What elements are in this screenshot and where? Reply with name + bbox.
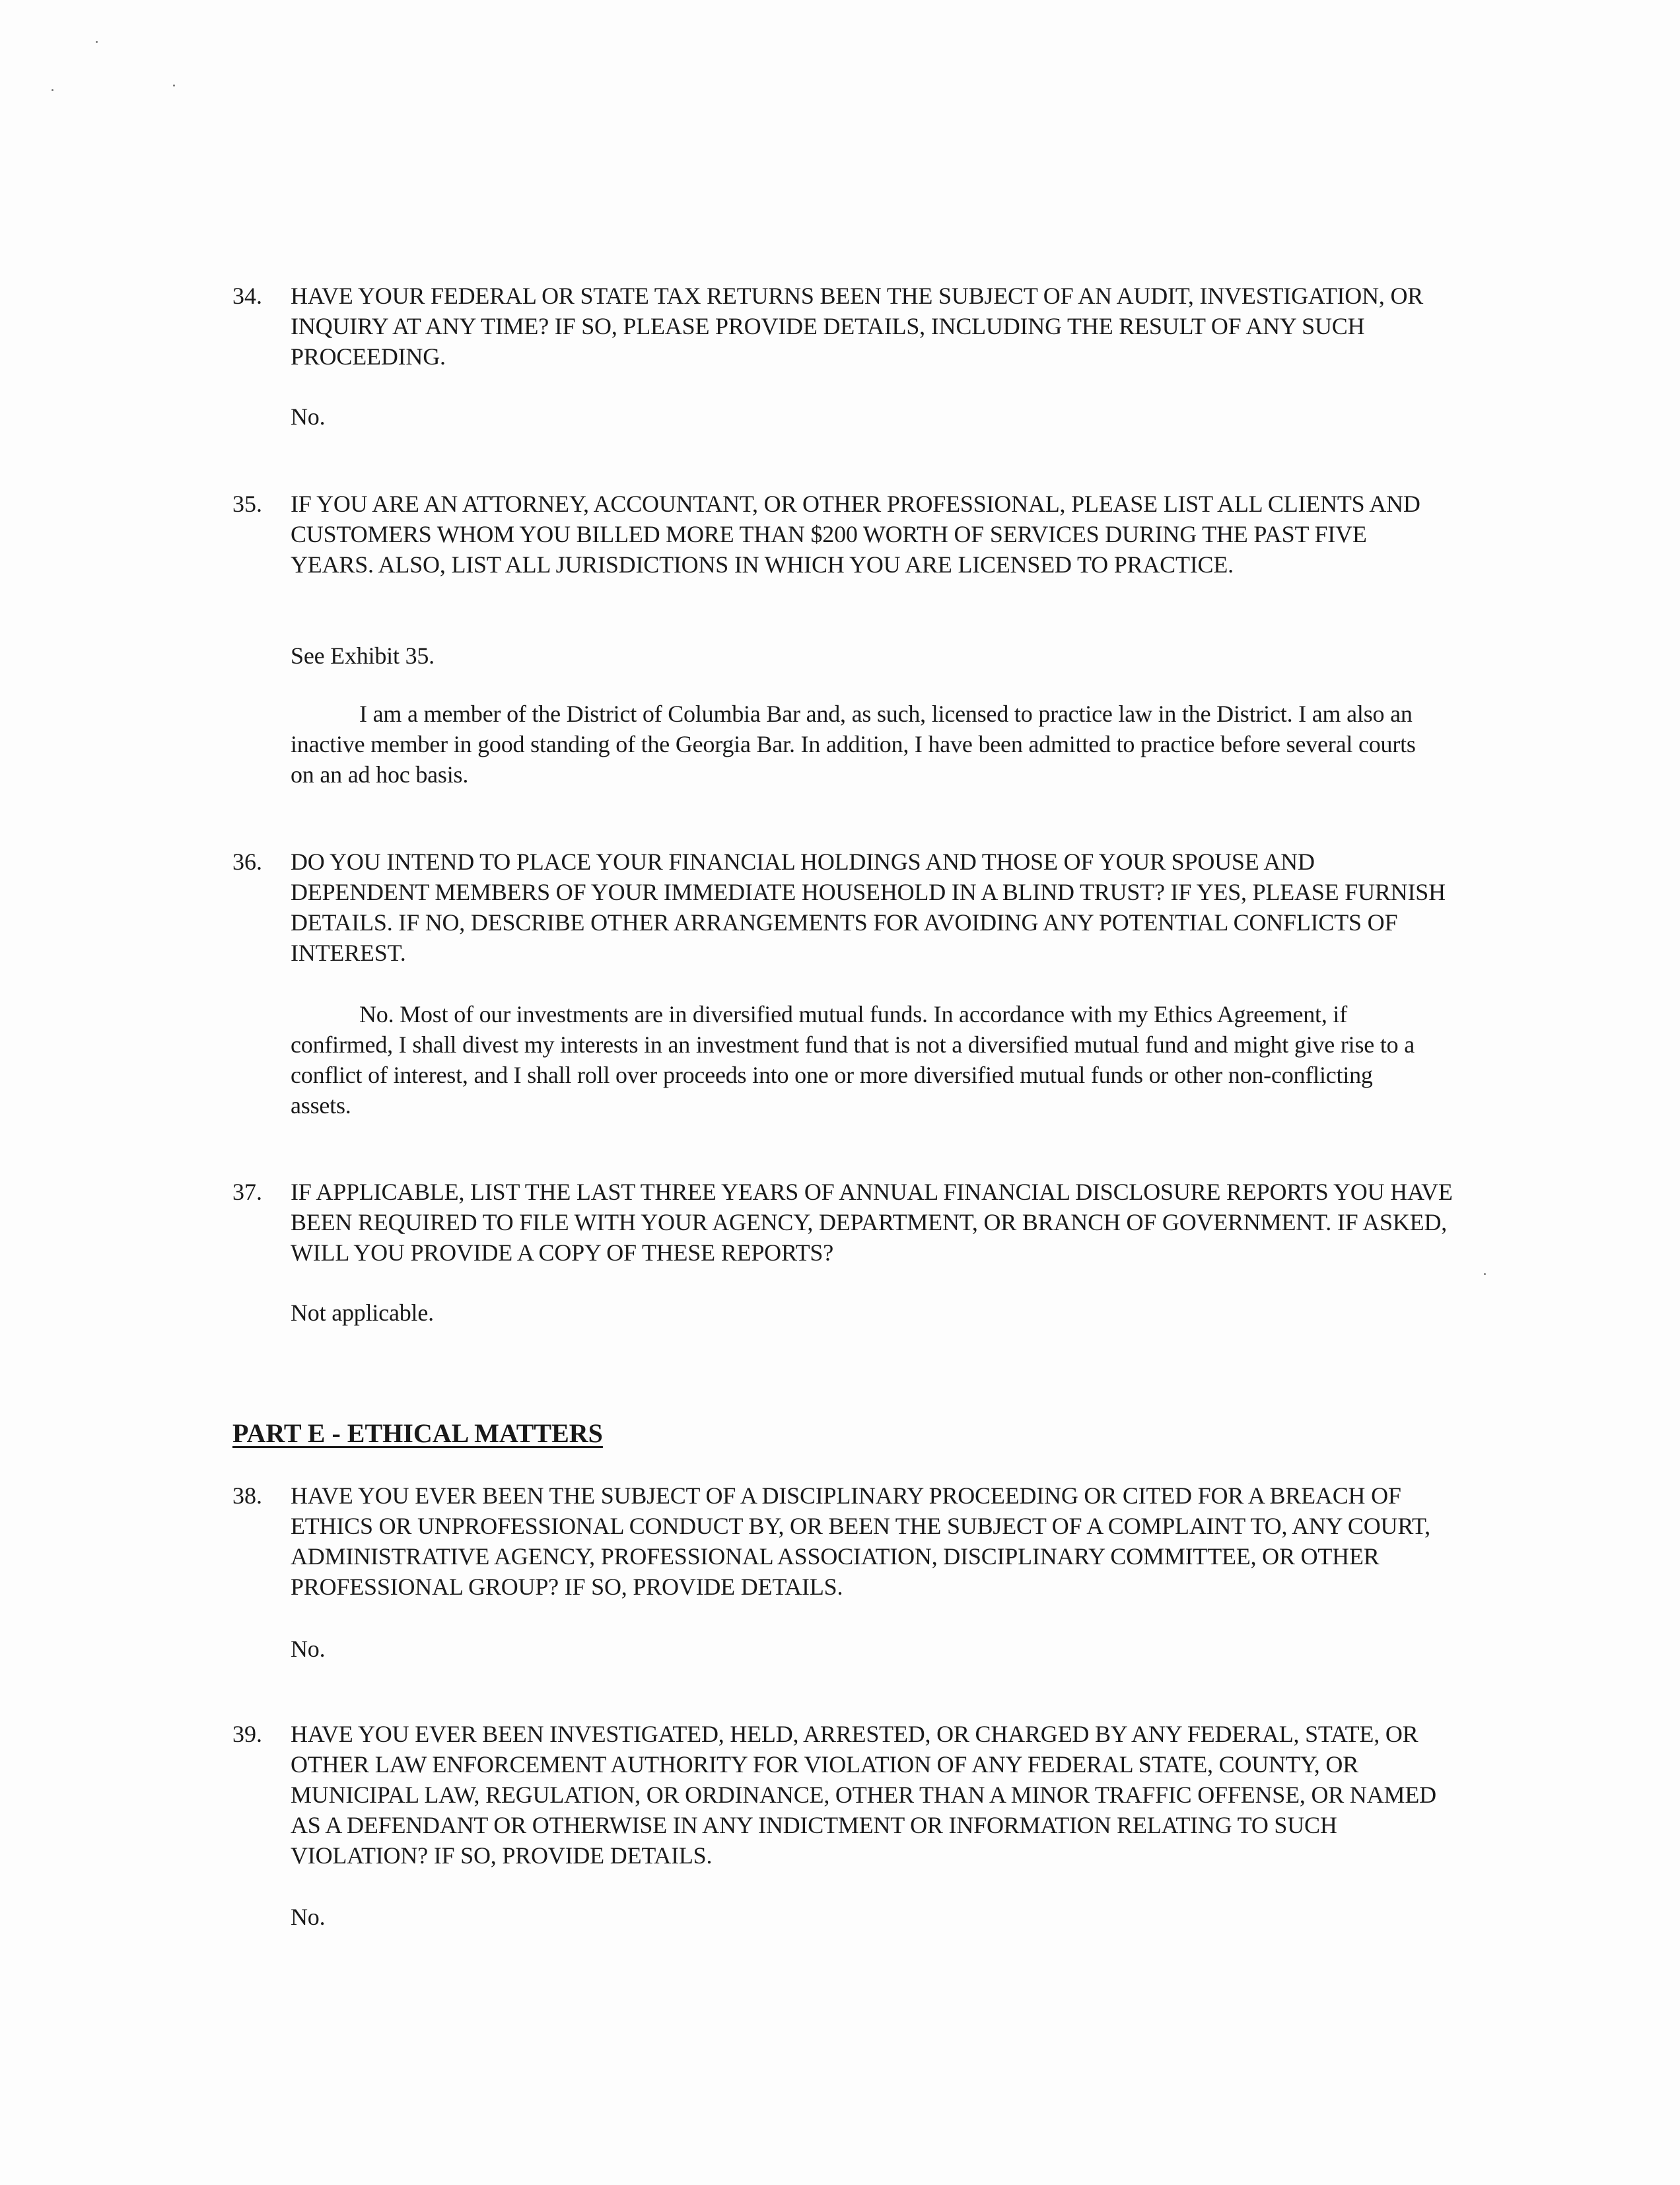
question-text: IF YOU ARE AN ATTORNEY, ACCOUNTANT, OR OTHER PROFESSIONAL, PLEASE LIST ALL CLIENTS AND CUSTOMERS WHOM YOU BILLED MORE THAN $200 WORTH OF SERVICES DURING THE PAST FIVE YEARS. ALSO, LIST ALL JURISDICTIONS IN WHICH YOU ARE LICENSED TO PRACTICE. (291, 491, 1420, 578)
question-number: 35. (232, 491, 262, 517)
question-text: DO YOU INTEND TO PLACE YOUR FINANCIAL HOLDINGS AND THOSE OF YOUR SPOUSE AND DEPENDENT MEMBERS OF YOUR IMMEDIATE HOUSEHOLD IN A BLIND TRUST? IF YES, PLEASE FURNISH DETAILS. IF NO, DESCRIBE OTHER ARRANGEMENTS FOR AVOIDING ANY POTENTIAL CONFLICTS OF INTEREST. (291, 849, 1446, 966)
question-number: 36. (232, 849, 262, 875)
scan-speck (52, 89, 53, 91)
answer-34: No. (291, 403, 326, 430)
question-number: 34. (232, 283, 262, 309)
scan-speck (1484, 1273, 1486, 1275)
answer-35-detail: I am a member of the District of Columbia Bar and, as such, licensed to practice law in the District. I am also an inactive member in good standing of the Georgia Bar. In addition, I have been admitted to practice before several courts on an ad hoc basis. (291, 701, 1416, 788)
answer-35-exhibit: See Exhibit 35. (291, 642, 435, 669)
answer-38: No. (291, 1636, 326, 1662)
question-number: 37. (232, 1179, 262, 1205)
section-heading: PART E - ETHICAL MATTERS (232, 1418, 603, 1448)
answer-39: No. (291, 1904, 326, 1930)
question-text: HAVE YOU EVER BEEN THE SUBJECT OF A DISCIPLINARY PROCEEDING OR CITED FOR A BREACH OF ETHICS OR UNPROFESSIONAL CONDUCT BY, OR BEEN THE SUBJECT OF A COMPLAINT TO, ANY COURT, ADMINISTRATIVE AGENCY, PROFESSIONAL ASSOCIATION, DISCIPLINARY COMMITTEE, OR OTHER PROFESSIONAL GROUP? IF SO, PROVIDE DETAILS. (291, 1482, 1430, 1600)
answer-36: No. Most of our investments are in diversified mutual funds. In accordance with my Ethics Agreement, if confirmed, I shall divest my interests in an investment fund that is not a diversified mutual fund and might give rise to a conflict of interest, and I shall roll over proceeds into one or more diversified mutual funds or other non-conflicting assets. (291, 1001, 1415, 1119)
question-number: 38. (232, 1482, 262, 1509)
question-text: HAVE YOU EVER BEEN INVESTIGATED, HELD, ARRESTED, OR CHARGED BY ANY FEDERAL, STATE, OR OTHER LAW ENFORCEMENT AUTHORITY FOR VIOLATION OF ANY FEDERAL STATE, COUNTY, OR MUNICIPAL LAW, REGULATION, OR ORDINANCE, OTHER THAN A MINOR TRAFFIC OFFENSE, OR NAMED AS A DEFENDANT OR OTHERWISE IN ANY INDICTMENT OR INFORMATION RELATING TO SUCH VIOLATION? IF SO, PROVIDE DETAILS. (291, 1721, 1436, 1869)
scan-speck (96, 41, 98, 43)
question-text: IF APPLICABLE, LIST THE LAST THREE YEARS OF ANNUAL FINANCIAL DISCLOSURE REPORTS YOU HAVE BEEN REQUIRED TO FILE WITH YOUR AGENCY, DEPARTMENT, OR BRANCH OF GOVERNMENT. IF ASKED, WILL YOU PROVIDE A COPY OF THESE REPORTS? (291, 1179, 1453, 1266)
question-text: HAVE YOUR FEDERAL OR STATE TAX RETURNS BEEN THE SUBJECT OF AN AUDIT, INVESTIGATION, OR INQUIRY AT ANY TIME? IF SO, PLEASE PROVIDE DETAILS, INCLUDING THE RESULT OF ANY SUCH PROCEEDING. (291, 283, 1424, 370)
scan-speck (173, 85, 175, 87)
question-number: 39. (232, 1721, 262, 1747)
answer-37: Not applicable. (291, 1300, 434, 1326)
